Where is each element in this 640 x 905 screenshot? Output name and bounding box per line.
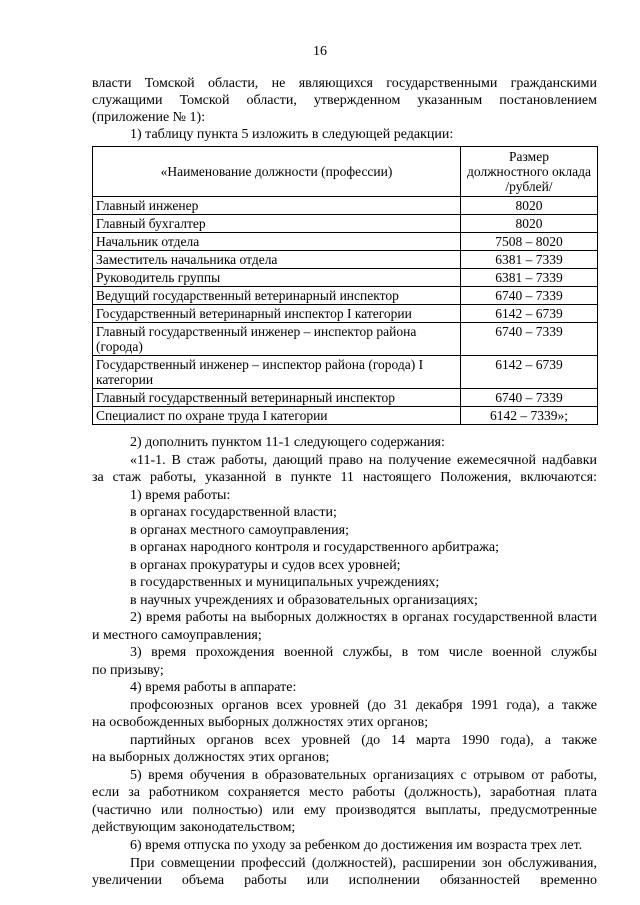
body-line: в органах прокуратуры и судов всех уровней; <box>130 558 401 573</box>
body-line: увеличении объема работы или исполнении обязанностей временно <box>92 873 597 888</box>
body-line: 1) время работы: <box>130 488 231 503</box>
body-line: в органах народного контроля и государственного арбитража; <box>130 540 499 555</box>
table-header-row <box>93 147 598 197</box>
table-row <box>93 287 598 305</box>
position-name: Руководитель группы <box>93 269 461 287</box>
table-row <box>93 323 598 356</box>
position-name: Начальник отдела <box>93 233 461 251</box>
body-line: в органах государственной власти; <box>130 505 337 520</box>
salary-table <box>92 146 598 425</box>
item-1: 1) таблицу пункта 5 изложить в следующей редакции: <box>130 127 454 142</box>
position-name: Главный инженер <box>93 197 461 215</box>
header-value-line: /рублей/ <box>505 179 553 194</box>
body-line: за стаж работы, указанной в пункте 11 настоящего Положения, включаются: <box>92 470 597 485</box>
salary-value: 7508 – 8020 <box>461 233 598 251</box>
table-row <box>93 389 598 407</box>
table-row <box>93 251 598 269</box>
body-line: на освобожденных выборных должностях этих органов; <box>92 715 429 730</box>
table-row <box>93 407 598 425</box>
position-name: Заместитель начальника отдела <box>93 251 461 269</box>
header-value <box>461 147 598 197</box>
table-row <box>93 305 598 323</box>
position-name: Специалист по охране труда I категории <box>93 407 461 425</box>
intro-line: (приложение № 1): <box>92 110 206 125</box>
body-line: 2) время работы на выборных должностях в органах государственной власти <box>130 610 597 625</box>
position-name: Главный государственный инженер – инспектор района (города) <box>93 323 461 356</box>
salary-value: 6381 – 7339 <box>461 251 598 269</box>
position-name: Государственный инженер – инспектор района (города) I категории <box>93 356 461 389</box>
body-line: При совмещении профессий (должностей), расширении зон обслуживания, <box>130 856 597 871</box>
salary-value: 8020 <box>461 197 598 215</box>
body-line: в научных учреждениях и образовательных организациях; <box>130 593 478 608</box>
position-name: Главный бухгалтер <box>93 215 461 233</box>
table-row <box>93 197 598 215</box>
table-row <box>93 356 598 389</box>
body-line: профсоюзных органов всех уровней (до 31 декабря 1991 года), а также <box>130 698 597 713</box>
body-line: партийных органов всех уровней (до 14 марта 1990 года), а также <box>130 733 597 748</box>
header-value-line: должностного оклада <box>467 164 591 179</box>
body-line: 4) время работы в аппарате: <box>130 680 297 695</box>
body-line: 2) дополнить пунктом 11-1 следующего содержания: <box>130 435 445 450</box>
table-row <box>93 233 598 251</box>
salary-value: 6142 – 7339»; <box>461 407 598 425</box>
salary-value: 6142 – 6739 <box>461 305 598 323</box>
salary-value: 6381 – 7339 <box>461 269 598 287</box>
salary-value: 6740 – 7339 <box>461 323 598 356</box>
body-line: в государственных и муниципальных учреждениях; <box>130 575 440 590</box>
body-line: (частично или полностью) или ему производятся выплаты, предусмотренные <box>92 803 597 818</box>
body-line: на выборных должностях этих органов; <box>92 750 330 765</box>
body-line: и местного самоуправления; <box>92 628 262 643</box>
body-line: если за работником сохраняется место работы (должность), заработная плата <box>92 785 597 800</box>
body-line: 5) время обучения в образовательных организациях с отрывом от работы, <box>130 768 597 783</box>
position-name: Ведущий государственный ветеринарный инспектор <box>93 287 461 305</box>
salary-value: 8020 <box>461 215 598 233</box>
table-row <box>93 269 598 287</box>
body-line: по призыву; <box>92 663 164 678</box>
salary-value: 6142 – 6739 <box>461 356 598 389</box>
table-row <box>93 215 598 233</box>
salary-value: 6740 – 7339 <box>461 389 598 407</box>
header-value-line: Размер <box>509 149 549 164</box>
body-line: 3) время прохождения военной службы, в том числе военной службы <box>130 645 597 660</box>
body-line: действующим законодательством; <box>92 820 296 835</box>
body-line: в органах местного самоуправления; <box>130 523 349 538</box>
body-line: 6) время отпуска по уходу за ребенком до достижения им возраста трех лет. <box>130 838 583 853</box>
intro-line: власти Томской области, не являющихся государственными гражданскими <box>92 76 597 91</box>
page-number: 16 <box>313 44 327 59</box>
header-name: «Наименование должности (профессии) <box>93 147 461 197</box>
position-name: Государственный ветеринарный инспектор I категории <box>93 305 461 323</box>
position-name: Главный государственный ветеринарный инспектор <box>93 389 461 407</box>
intro-line: служащими Томской области, утвержденном указанным постановлением <box>92 93 597 108</box>
body-line: «11-1. В стаж работы, дающий право на получение ежемесячной надбавки <box>130 453 597 468</box>
salary-value: 6740 – 7339 <box>461 287 598 305</box>
